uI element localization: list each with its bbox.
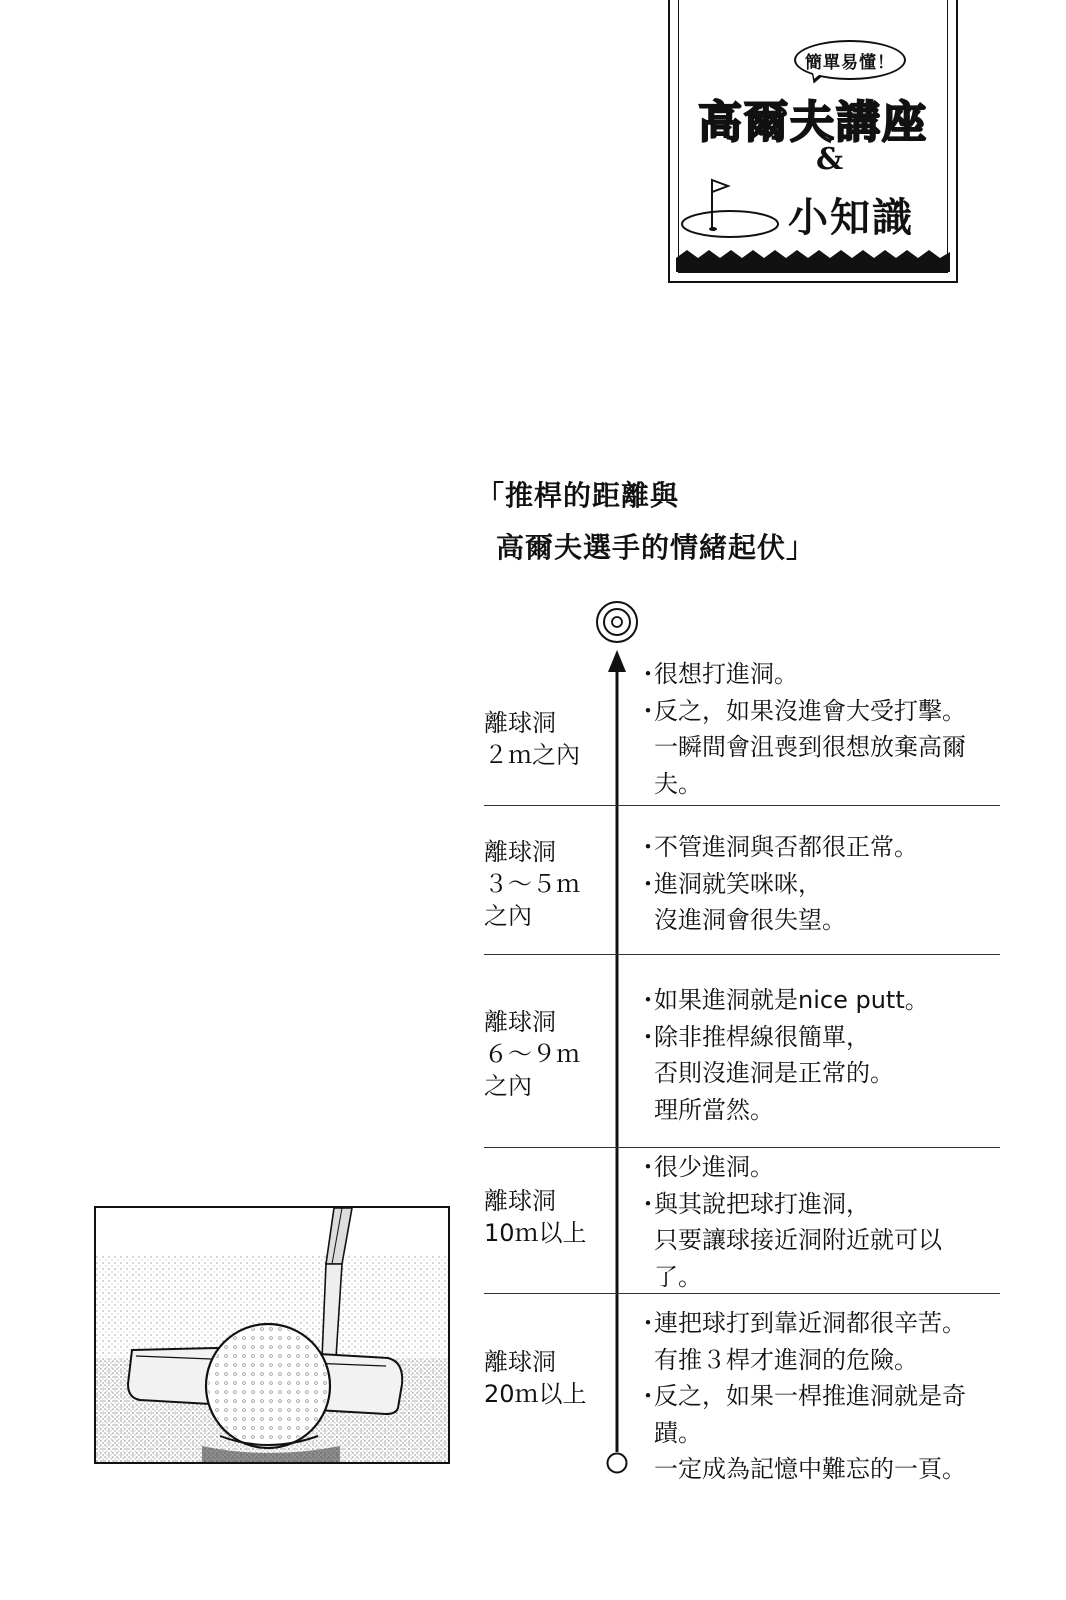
bullet-item: ・除非推桿線很簡單， [636,1022,870,1051]
bullet-item: ・反之，如果一桿推進洞就是奇 [636,1382,966,1410]
row-4-distance [484,1185,587,1249]
distance-value: ２ｍ之內 [484,741,580,769]
row-5-distance [484,1346,587,1410]
distance-label: 離球洞 [484,709,556,737]
header-box [668,0,958,283]
distance-value: ３～５ｍ [484,870,580,898]
bullet-continuation: 一定成為記憶中難忘的一頁。 [654,1455,966,1483]
section-title-line-2: 高爾夫選手的情緒起伏」 [496,531,816,564]
bullet-item: ・反之，如果沒進會大受打擊。 [636,696,966,725]
bullet-continuation: 了。 [654,1262,702,1291]
row-separator [484,1147,1000,1148]
zigzag-border [676,250,950,272]
hole-target-icon [597,602,637,642]
distance-value: ６～９ｍ [484,1040,580,1068]
bullet-continuation: 一瞬間會沮喪到很想放棄高爾 [654,733,966,761]
bullet-item: ・很少進洞。 [636,1153,774,1181]
bubble-text: 簡單易懂！ [805,52,895,73]
row-2-description [636,829,918,939]
bullet-item: ・很想打進洞。 [636,660,798,688]
distance-label: 離球洞 [484,838,556,866]
row-1-description [636,656,966,802]
distance-qualifier: 之內 [484,902,532,930]
row-2-distance [484,836,580,932]
bullet-continuation: 只要讓球接近洞附近就可以 [654,1226,942,1254]
section-title-line-1: 「推桿的距離與 [476,479,680,512]
bullet-continuation: 理所當然。 [654,1095,774,1124]
bullet-continuation: 蹟。 [654,1418,702,1447]
putter-ball-drawing [96,1208,448,1462]
row-3-distance [484,1006,580,1102]
bullet-item: ・進洞就笑咪咪， [636,869,822,898]
distance-value: 20ｍ以上 [484,1380,587,1408]
row-1-distance [484,707,580,771]
row-separator [484,954,1000,955]
putter-ball-illustration [94,1206,450,1464]
row-separator [484,805,1000,806]
bullet-continuation: 沒進洞會很失望。 [654,906,846,934]
distance-value: 10ｍ以上 [484,1219,587,1247]
bullet-item: ・連把球打到靠近洞都很辛苦。 [636,1309,966,1337]
bullet-item: ・與其說把球打進洞， [636,1189,870,1218]
row-3-description [636,982,929,1128]
bullet-item: ・如果進洞就是nice putt。 [636,986,929,1014]
header-title: 高爾夫講座 [698,97,928,148]
row-4-description [636,1149,942,1295]
header-subtitle: 小知識 [788,195,914,241]
distance-qualifier: 之內 [484,1072,532,1100]
ball-start-icon [608,1454,627,1473]
row-5-description [636,1305,966,1488]
distance-label: 離球洞 [484,1187,556,1215]
distance-label: 離球洞 [484,1348,556,1376]
bullet-continuation: 否則沒進洞是正常的。 [654,1059,894,1087]
bullet-continuation: 有推３桿才進洞的危險。 [654,1345,918,1374]
header-ampersand: & [816,142,844,177]
distance-label: 離球洞 [484,1008,556,1036]
bullet-continuation: 夫。 [654,769,702,798]
bullet-item: ・不管進洞與否都很正常。 [636,833,918,861]
golf-flag-icon [676,172,786,242]
